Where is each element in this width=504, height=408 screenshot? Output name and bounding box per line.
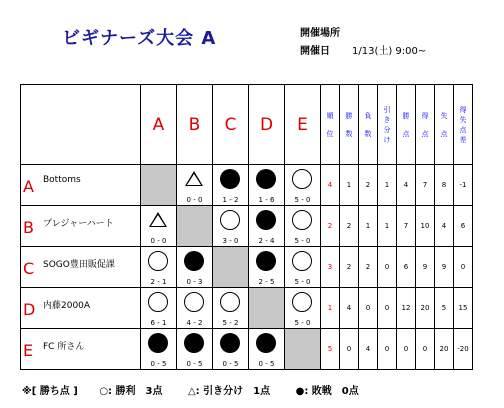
stat-cell: 4 <box>340 288 359 329</box>
team-letter: B <box>23 218 34 237</box>
match-cell <box>177 329 213 370</box>
rank-cell: 3 <box>321 247 340 288</box>
col-header-e: E <box>285 85 321 165</box>
col-header-d: D <box>249 85 285 165</box>
stat-cell: 2 <box>340 247 359 288</box>
match-score: 4 - 2 <box>186 319 203 327</box>
win-circle-icon <box>292 169 312 189</box>
stat-header-top: 勝 <box>402 111 410 120</box>
win-circle-icon <box>184 292 204 312</box>
team-row <box>21 206 473 247</box>
stat-cell: 20 <box>435 329 454 370</box>
stat-header-bottom: 位 <box>326 129 334 138</box>
match-cell <box>285 247 321 288</box>
loss-filled-circle-icon <box>184 251 204 271</box>
match-score: 5 - 2 <box>222 319 239 327</box>
stat-cell: 0 <box>378 288 397 329</box>
rank-cell: 1 <box>321 288 340 329</box>
match-score: 0 - 3 <box>186 278 203 286</box>
stat-cell: 0 <box>359 288 378 329</box>
loss-filled-circle-icon <box>256 210 276 230</box>
venue-label: 開催場所 <box>300 28 340 39</box>
team-row <box>21 288 473 329</box>
date-value: 1/13(土) 9:00~ <box>352 46 427 57</box>
stat-cell: 10 <box>416 206 435 247</box>
stat-cell: 4 <box>359 329 378 370</box>
stat-header-draws <box>378 85 397 165</box>
points-legend <box>22 382 359 397</box>
team-row <box>21 329 473 370</box>
stat-header-top: 得失点差 <box>459 105 467 144</box>
team-name: SOGO豊田販促課 <box>43 260 115 270</box>
win-circle-icon <box>292 292 312 312</box>
self-match-cell <box>249 288 285 329</box>
stat-cell: 1 <box>378 165 397 206</box>
col-header-c: C <box>213 85 249 165</box>
match-score: 1 - 6 <box>258 196 275 204</box>
stat-cell: 20 <box>416 288 435 329</box>
stat-cell: 1 <box>359 206 378 247</box>
self-match-cell <box>141 165 177 206</box>
win-circle-icon <box>292 210 312 230</box>
legend-draw: △: 引き分け 1点 <box>187 386 271 397</box>
col-header-b: B <box>177 85 213 165</box>
stat-cell: 0 <box>378 329 397 370</box>
stat-cell: 1 <box>340 165 359 206</box>
loss-filled-circle-icon <box>148 333 168 353</box>
match-cell <box>141 288 177 329</box>
loss-filled-circle-icon <box>220 333 240 353</box>
stat-header-wins <box>340 85 359 165</box>
stat-cell: 12 <box>397 288 416 329</box>
stat-cell: 6 <box>397 247 416 288</box>
rank-cell: 5 <box>321 329 340 370</box>
stat-cell: 1 <box>378 206 397 247</box>
match-score: 5 - 0 <box>294 237 311 245</box>
team-name: Bottoms <box>43 175 81 185</box>
stat-header-bottom: 数 <box>364 129 372 138</box>
stat-cell: 4 <box>397 165 416 206</box>
stat-header-bottom: 点 <box>402 129 410 138</box>
match-cell <box>213 288 249 329</box>
win-circle-icon <box>220 292 240 312</box>
match-cell <box>177 247 213 288</box>
team-cell <box>21 206 141 247</box>
match-cell <box>141 329 177 370</box>
match-cell <box>249 329 285 370</box>
team-row <box>21 165 473 206</box>
header-row <box>21 85 473 165</box>
match-cell <box>249 165 285 206</box>
self-match-cell <box>177 206 213 247</box>
loss-filled-circle-icon <box>256 169 276 189</box>
stat-header-top: 失 <box>440 111 448 120</box>
team-name: 内藤2000A <box>43 301 91 311</box>
team-cell <box>21 247 141 288</box>
stat-cell: -20 <box>454 329 473 370</box>
match-score: 2 - 5 <box>258 278 275 286</box>
stat-cell: 15 <box>454 288 473 329</box>
loss-filled-circle-icon <box>184 333 204 353</box>
stat-cell: 2 <box>359 165 378 206</box>
legend-prefix: ※[ 勝ち点 ] <box>22 386 78 397</box>
draw-triangle-icon <box>149 212 167 227</box>
team-name: FC 所さん <box>43 342 85 352</box>
league-table <box>20 84 473 370</box>
stat-cell: 4 <box>435 206 454 247</box>
match-cell <box>285 165 321 206</box>
loss-filled-circle-icon <box>256 251 276 271</box>
match-score: 3 - 0 <box>222 237 239 245</box>
stat-header-bottom: 数 <box>345 129 353 138</box>
stat-cell: 5 <box>435 288 454 329</box>
team-cell <box>21 165 141 206</box>
stat-header-top: 勝 <box>345 111 353 120</box>
team-cell <box>21 288 141 329</box>
stat-cell: 2 <box>359 247 378 288</box>
stat-cell: 9 <box>416 247 435 288</box>
loss-filled-circle-icon <box>220 169 240 189</box>
col-header-a: A <box>141 85 177 165</box>
page-title: ビギナーズ大会 A <box>62 28 217 49</box>
rank-cell: 4 <box>321 165 340 206</box>
legend-loss: ●: 敗戦 0点 <box>295 386 359 397</box>
stat-cell: 6 <box>454 206 473 247</box>
match-score: 1 - 2 <box>222 196 239 204</box>
stat-cell: 0 <box>378 247 397 288</box>
match-cell <box>213 329 249 370</box>
stat-header-goals-for <box>416 85 435 165</box>
match-score: 0 - 0 <box>186 196 203 204</box>
match-score: 2 - 4 <box>258 237 275 245</box>
match-cell <box>177 288 213 329</box>
stat-cell: 8 <box>435 165 454 206</box>
win-circle-icon <box>292 251 312 271</box>
match-score: 6 - 1 <box>150 319 167 327</box>
match-cell <box>141 206 177 247</box>
stat-header-goals-against <box>435 85 454 165</box>
team-cell <box>21 329 141 370</box>
stat-cell: -1 <box>454 165 473 206</box>
match-score: 0 - 5 <box>186 360 203 368</box>
stat-header-losses <box>359 85 378 165</box>
team-letter: E <box>23 341 34 360</box>
date-label: 開催日 <box>300 46 330 57</box>
match-score: 0 - 5 <box>258 360 275 368</box>
stat-cell: 0 <box>340 329 359 370</box>
stat-header-goal-diff <box>454 85 473 165</box>
match-cell <box>285 206 321 247</box>
loss-filled-circle-icon <box>256 333 276 353</box>
team-letter: C <box>23 259 35 278</box>
match-score: 2 - 1 <box>150 278 167 286</box>
match-score: 5 - 0 <box>294 278 311 286</box>
stat-header-top: 引き分け <box>383 105 391 144</box>
stat-header-top: 順 <box>326 111 334 120</box>
team-name: プレジャーハート <box>43 219 114 229</box>
stat-cell: 7 <box>397 206 416 247</box>
stat-cell: 0 <box>416 329 435 370</box>
match-score: 0 - 0 <box>150 237 167 245</box>
team-letter: A <box>23 177 34 196</box>
stat-header-top: 負 <box>364 111 372 120</box>
match-cell <box>249 206 285 247</box>
win-circle-icon <box>220 210 240 230</box>
self-match-cell <box>213 247 249 288</box>
legend-win: ○: 勝利 3点 <box>99 386 163 397</box>
match-score: 5 - 0 <box>294 319 311 327</box>
stat-cell: 7 <box>416 165 435 206</box>
stat-cell: 9 <box>435 247 454 288</box>
stat-header-top: 得 <box>421 111 429 120</box>
self-match-cell <box>285 329 321 370</box>
match-cell <box>177 165 213 206</box>
match-cell <box>213 206 249 247</box>
match-score: 5 - 0 <box>294 196 311 204</box>
match-cell <box>213 165 249 206</box>
match-cell <box>141 247 177 288</box>
stat-cell: 2 <box>340 206 359 247</box>
stat-header-points <box>397 85 416 165</box>
win-circle-icon <box>148 292 168 312</box>
stat-header-bottom: 点 <box>440 129 448 138</box>
team-row <box>21 247 473 288</box>
stat-header-bottom: 点 <box>421 129 429 138</box>
stat-cell: 0 <box>397 329 416 370</box>
team-letter: D <box>23 300 36 319</box>
stat-header-rank <box>321 85 340 165</box>
match-score: 0 - 5 <box>150 360 167 368</box>
draw-triangle-icon <box>185 171 203 186</box>
stat-cell: 0 <box>454 247 473 288</box>
rank-cell: 2 <box>321 206 340 247</box>
match-score: 0 - 5 <box>222 360 239 368</box>
match-cell <box>249 247 285 288</box>
win-circle-icon <box>148 251 168 271</box>
match-cell <box>285 288 321 329</box>
corner-cell <box>21 85 141 165</box>
